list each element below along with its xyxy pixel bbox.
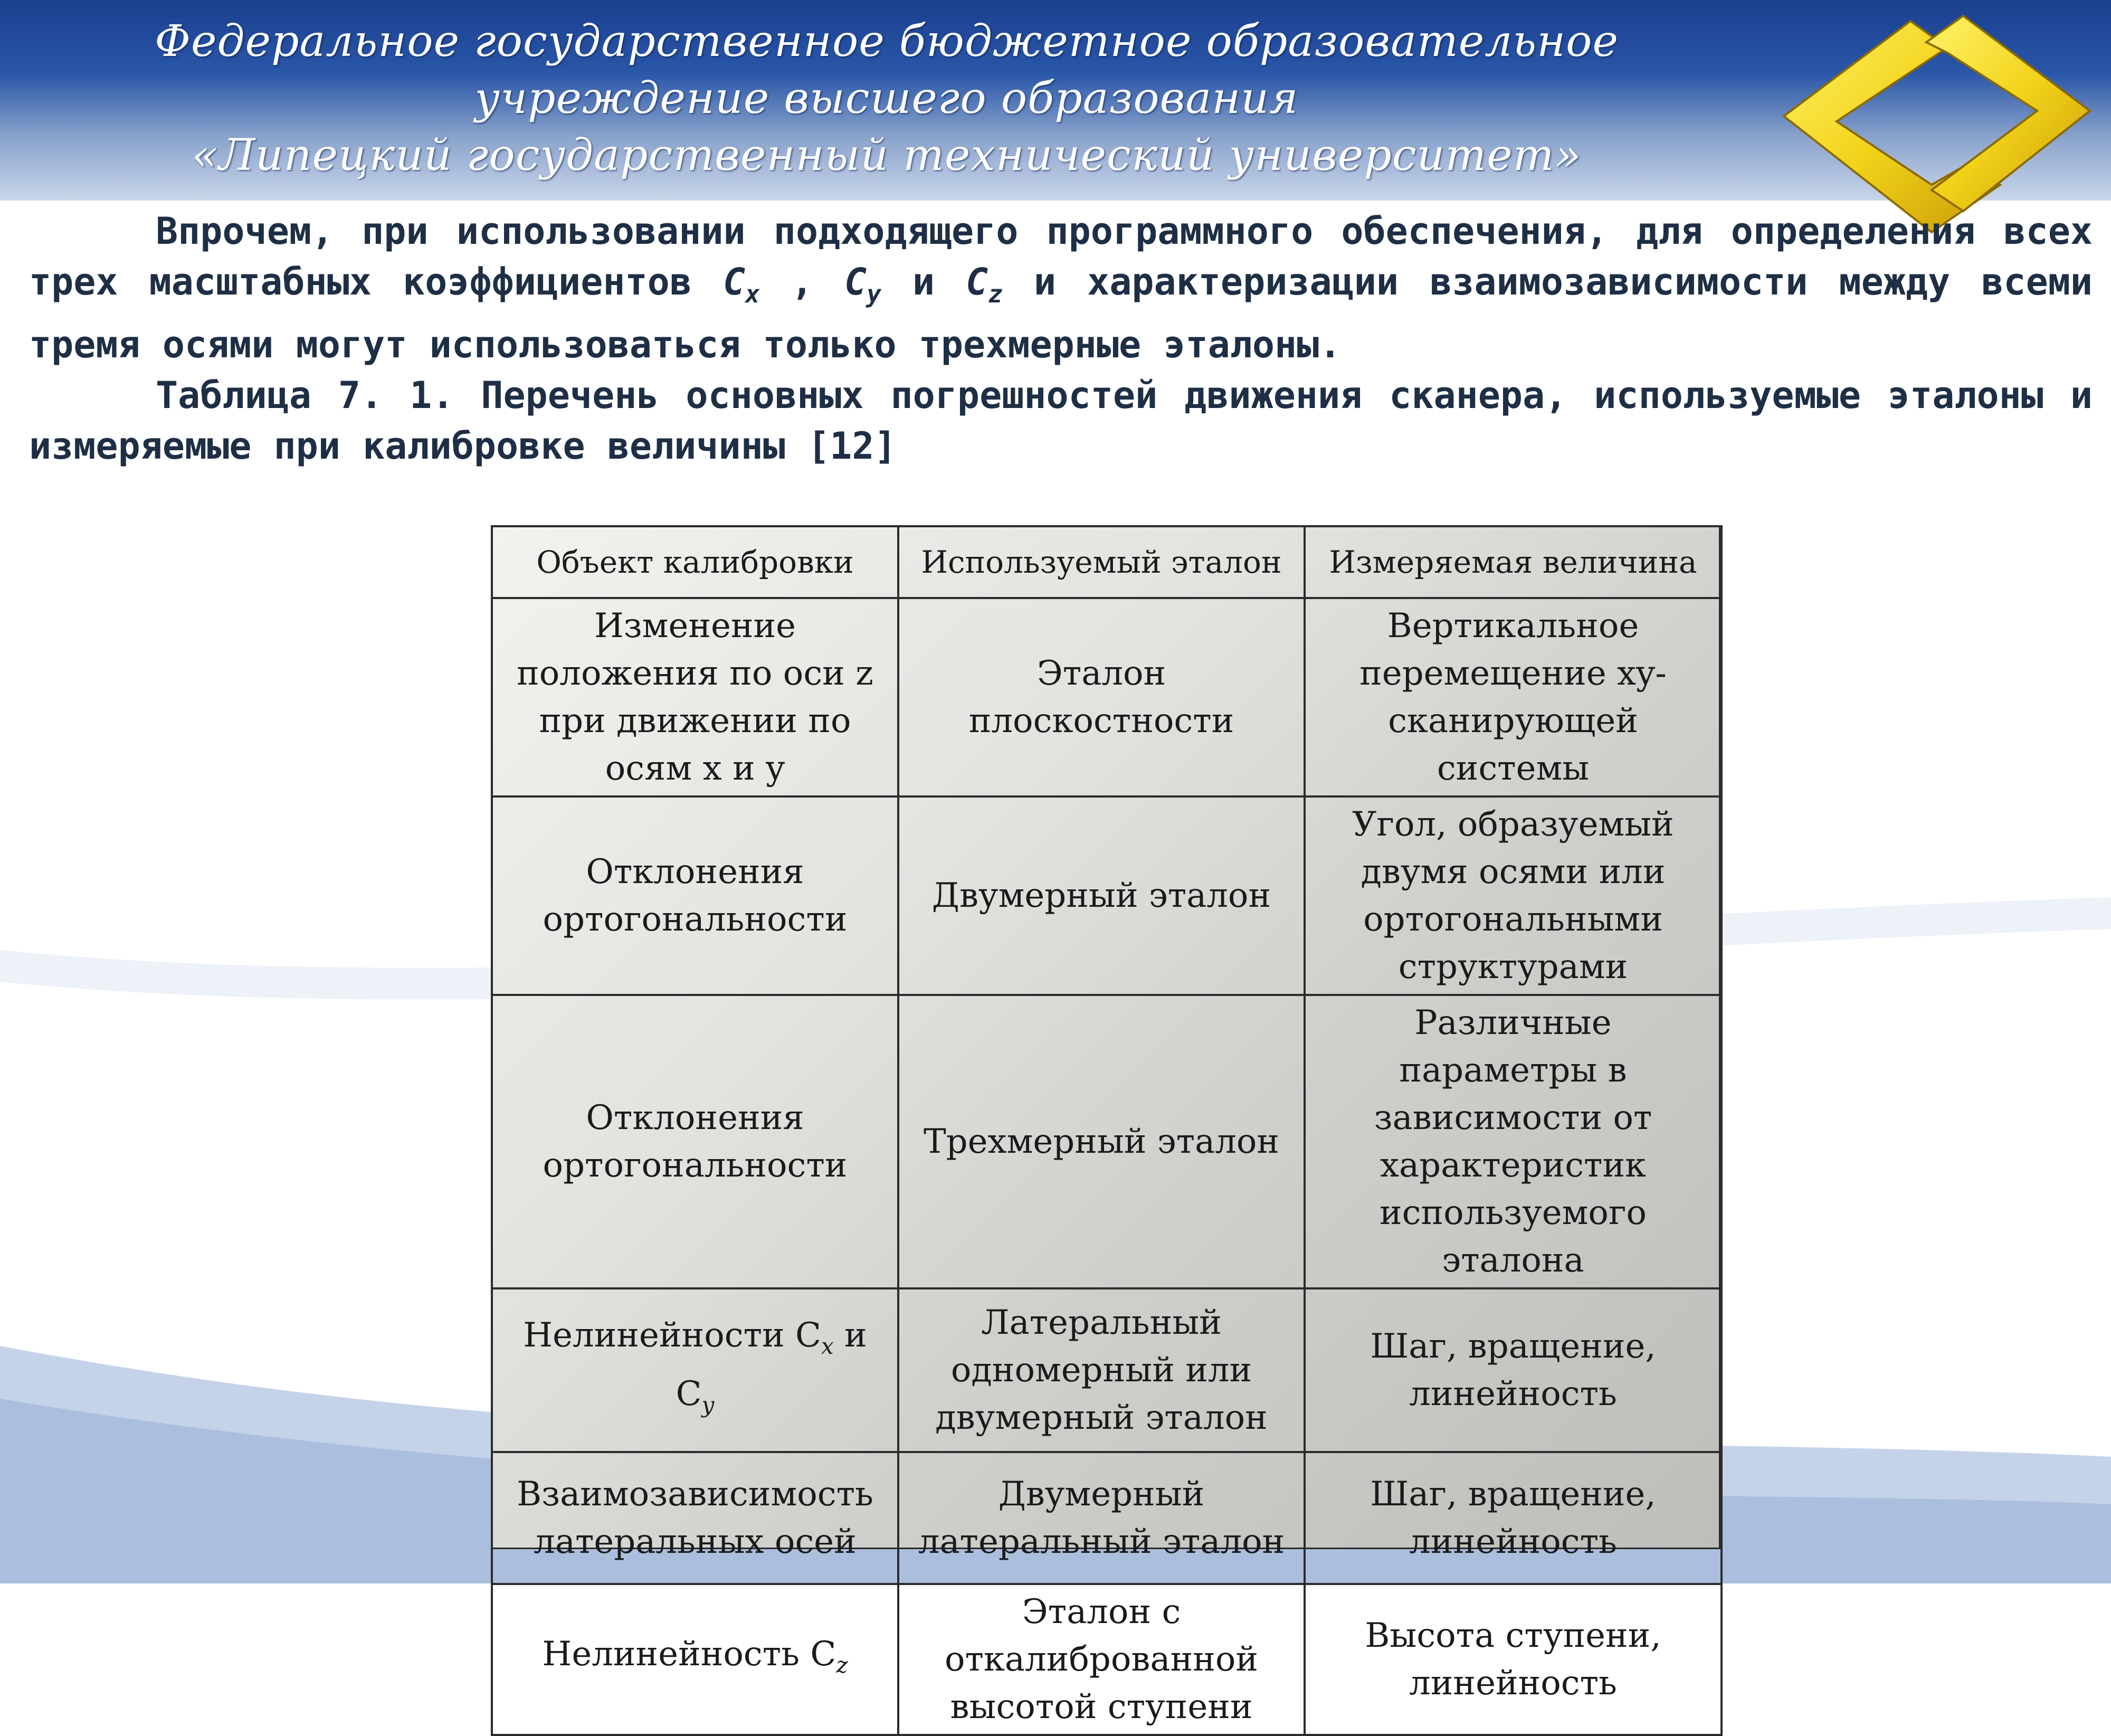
cell-measured: Различные параметры в зависимости от характеристик используемого эталона <box>1305 995 1722 1288</box>
col-header-standard: Используемый эталон <box>898 526 1305 598</box>
cell-measured: Вертикальное перемещение xy-сканирующей системы <box>1305 598 1722 796</box>
cell-measured: Шаг, вращение, линейность <box>1305 1288 1722 1452</box>
col-header-measured: Измеряемая величина <box>1305 526 1722 598</box>
table-row <box>492 1584 1722 1735</box>
cell-standard: Трехмерный эталон <box>898 995 1305 1288</box>
cell-object: Нелинейности $C_x$ и $C_y$ <box>492 1288 898 1452</box>
university-header <box>95 13 1678 184</box>
cell-standard: Латеральный одномерный или двумерный эталон <box>898 1288 1305 1452</box>
header-line-3: «Липецкий государственный технический университет» <box>192 130 1582 181</box>
cell-object: Отклонения ортогональности <box>492 796 898 995</box>
cell-measured: Угол, образуемый двумя осями или ортогональными структурами <box>1305 796 1722 995</box>
cell-object: Отклонения ортогональности <box>492 995 898 1288</box>
cell-standard: Двумерный латеральный эталон <box>898 1452 1305 1584</box>
cell-standard: Двумерный эталон <box>898 796 1305 995</box>
header-line-1: Федеральное государственное бюджетное образовательное <box>154 16 1619 67</box>
cell-measured: Шаг, вращение, линейность <box>1305 1452 1722 1584</box>
table-row <box>492 1452 1722 1584</box>
cell-object: Нелинейность $C_z$ <box>492 1584 898 1735</box>
table-row <box>492 796 1722 995</box>
cell-object: Изменение положения по оси z при движении по осям x и y <box>492 598 898 796</box>
body-text <box>29 206 2093 471</box>
header-line-2: учреждение высшего образования <box>474 73 1299 124</box>
table-row <box>492 995 1722 1288</box>
cell-object: Взаимозависимость латеральных осей <box>492 1452 898 1584</box>
paragraph-intro: Впрочем, при использовании подходящего программного обеспечения, для определения всех трех масштабных коэффициентов $C_x$ , $C_y$ и $C_z$ и характеризации взаимозависимости между всеми тремя осями могут использоваться только трехмерные эталоны. <box>29 210 2093 366</box>
col-header-object: Объект калибровки <box>492 526 898 598</box>
cell-measured: Высота ступени, линейность <box>1305 1584 1722 1735</box>
cell-standard: Эталон плоскостности <box>898 598 1305 796</box>
table-row <box>492 1288 1722 1452</box>
calibration-table <box>491 525 1723 1736</box>
table-header-row <box>492 526 1722 598</box>
table-row <box>492 598 1722 796</box>
cell-standard: Эталон с откалиброванной высотой ступени <box>898 1584 1305 1735</box>
table-caption: Таблица 7. 1. Перечень основных погрешностей движения сканера, используемые эталоны и измеряемые при калибровке величины [12] <box>29 374 2093 468</box>
scanned-table-image <box>491 525 1720 1726</box>
